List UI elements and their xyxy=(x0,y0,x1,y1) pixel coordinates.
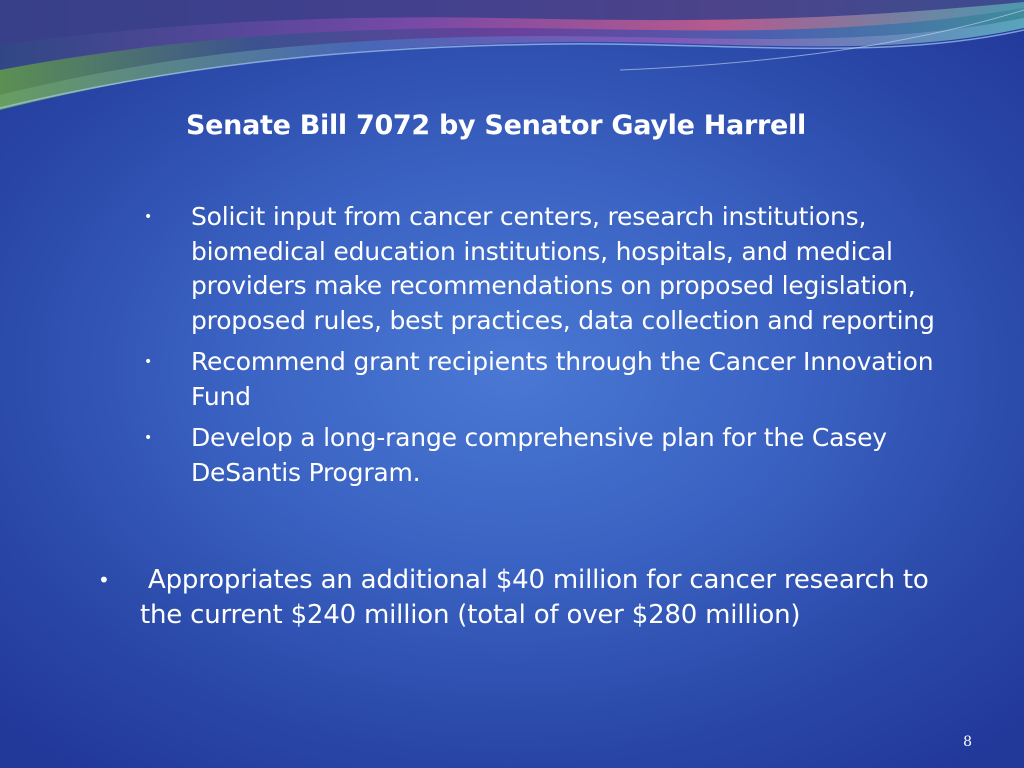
bullet-icon: • xyxy=(144,354,153,370)
sub-bullet-list xyxy=(140,200,940,497)
sub-bullet-text: Recommend grant recipients through the Cancer Innovation Fund xyxy=(191,347,934,411)
bullet-icon: • xyxy=(144,430,153,446)
main-bullet-item xyxy=(98,563,968,633)
sub-bullet-item xyxy=(140,421,940,490)
slide-title: Senate Bill 7072 by Senator Gayle Harrell xyxy=(186,110,806,141)
main-bullet-text: Appropriates an additional $40 million for cancer research to the current $240 million (total of over $280 million) xyxy=(140,565,929,630)
sub-bullet-item xyxy=(140,200,940,338)
sub-bullet-text: Develop a long-range comprehensive plan for the Casey DeSantis Program. xyxy=(191,423,887,487)
sub-bullet-text: Solicit input from cancer centers, research institutions, biomedical education institutions, hospitals, and medical providers make recommendations on proposed legislation, proposed rules, best practices, data collection and reporting xyxy=(191,202,935,335)
sub-bullet-item xyxy=(140,345,940,414)
bullet-icon: • xyxy=(144,209,153,225)
page-number: 8 xyxy=(963,734,972,750)
bullet-icon: • xyxy=(98,568,110,592)
